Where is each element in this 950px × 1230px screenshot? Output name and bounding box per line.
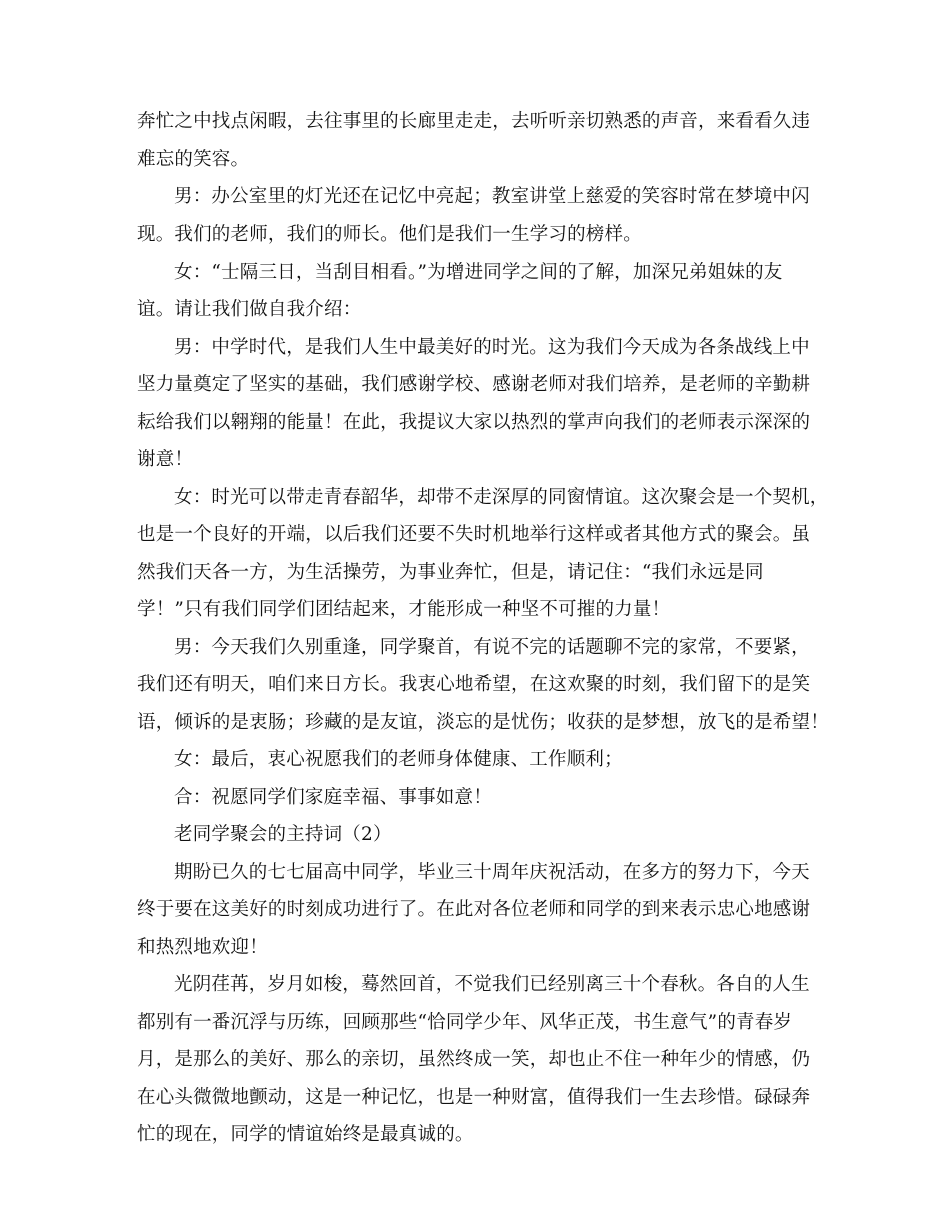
text-line: 现。我们的老师，我们的师长。他们是我们一生学习的榜样。	[137, 224, 642, 245]
text-line: 耘给我们以翱翔的能量！在此，我提议大家以热烈的掌声向我们的老师表示深深的	[137, 412, 811, 433]
text-line: 合：祝愿同学们家庭幸福、事事如意！	[174, 787, 492, 808]
text-line: 我们还有明天，咱们来日方长。我衷心地希望，在这欢聚的时刻，我们留下的是笑	[137, 674, 811, 695]
text-line: 男：中学时代，是我们人生中最美好的时光。这为我们今天成为各条战线上中	[174, 337, 810, 358]
text-line: 奔忙之中找点闲暇，去往事里的长廊里走走，去听听亲切熟悉的声音，来看看久违	[137, 111, 811, 132]
text-line: 男：今天我们久别重逢，同学聚首，有说不完的话题聊不完的家常，不要紧，	[174, 637, 810, 658]
text-line: 女：最后，衷心祝愿我们的老师身体健康、工作顺利；	[174, 749, 623, 770]
text-line: 终于要在这美好的时刻成功进行了。在此对各位老师和同学的到来表示忠心地感谢	[137, 899, 811, 920]
section-heading: 老同学聚会的主持词（2）	[174, 824, 392, 845]
text-line: 谊。请让我们做自我介绍：	[137, 299, 362, 320]
text-line: 语，倾诉的是衷肠；珍藏的是友谊，淡忘的是忧伤；收获的是梦想，放飞的是希望！	[137, 712, 829, 733]
text-line: 女：“士隔三日，当刮目相看。”为增进同学之间的了解，加深兄弟姐妹的友	[174, 262, 783, 283]
text-line: 学！”只有我们同学们团结起来，才能形成一种坚不可摧的力量！	[137, 599, 671, 620]
text-line: 难忘的笑容。	[137, 149, 250, 170]
text-line: 都别有一番沉浮与历练，回顾那些“恰同学少年、风华正茂，书生意气”的青春岁	[137, 1012, 793, 1033]
text-line: 谢意！	[137, 449, 194, 470]
text-line: 男：办公室里的灯光还在记忆中亮起；教室讲堂上慈爱的笑容时常在梦境中闪	[174, 186, 810, 207]
text-line: 忙的现在，同学的情谊始终是最真诚的。	[137, 1124, 474, 1145]
text-line: 期盼已久的七七届高中同学，毕业三十周年庆祝活动，在多方的努力下，今天	[174, 862, 810, 883]
text-line: 月，是那么的美好、那么的亲切，虽然终成一笑，却也止不住一种年少的情感，仍	[137, 1049, 811, 1070]
text-line: 和热烈地欢迎！	[137, 937, 268, 958]
text-line: 坚力量奠定了坚实的基础，我们感谢学校、感谢老师对我们培养，是老师的辛勤耕	[137, 374, 811, 395]
text-line: 在心头微微地颤动，这是一种记忆，也是一种财富，值得我们一生去珍惜。碌碌奔	[137, 1087, 811, 1108]
text-line: 女：时光可以带走青春韶华，却带不走深厚的同窗情谊。这次聚会是一个契机，	[174, 487, 829, 508]
text-line: 也是一个良好的开端，以后我们还要不失时机地举行这样或者其他方式的聚会。虽	[137, 524, 811, 545]
text-line: 光阴荏苒，岁月如梭，蓦然回首，不觉我们已经别离三十个春秋。各自的人生	[174, 974, 810, 995]
text-line: 然我们天各一方，为生活操劳，为事业奔忙，但是，请记住：“我们永远是同	[137, 562, 764, 583]
